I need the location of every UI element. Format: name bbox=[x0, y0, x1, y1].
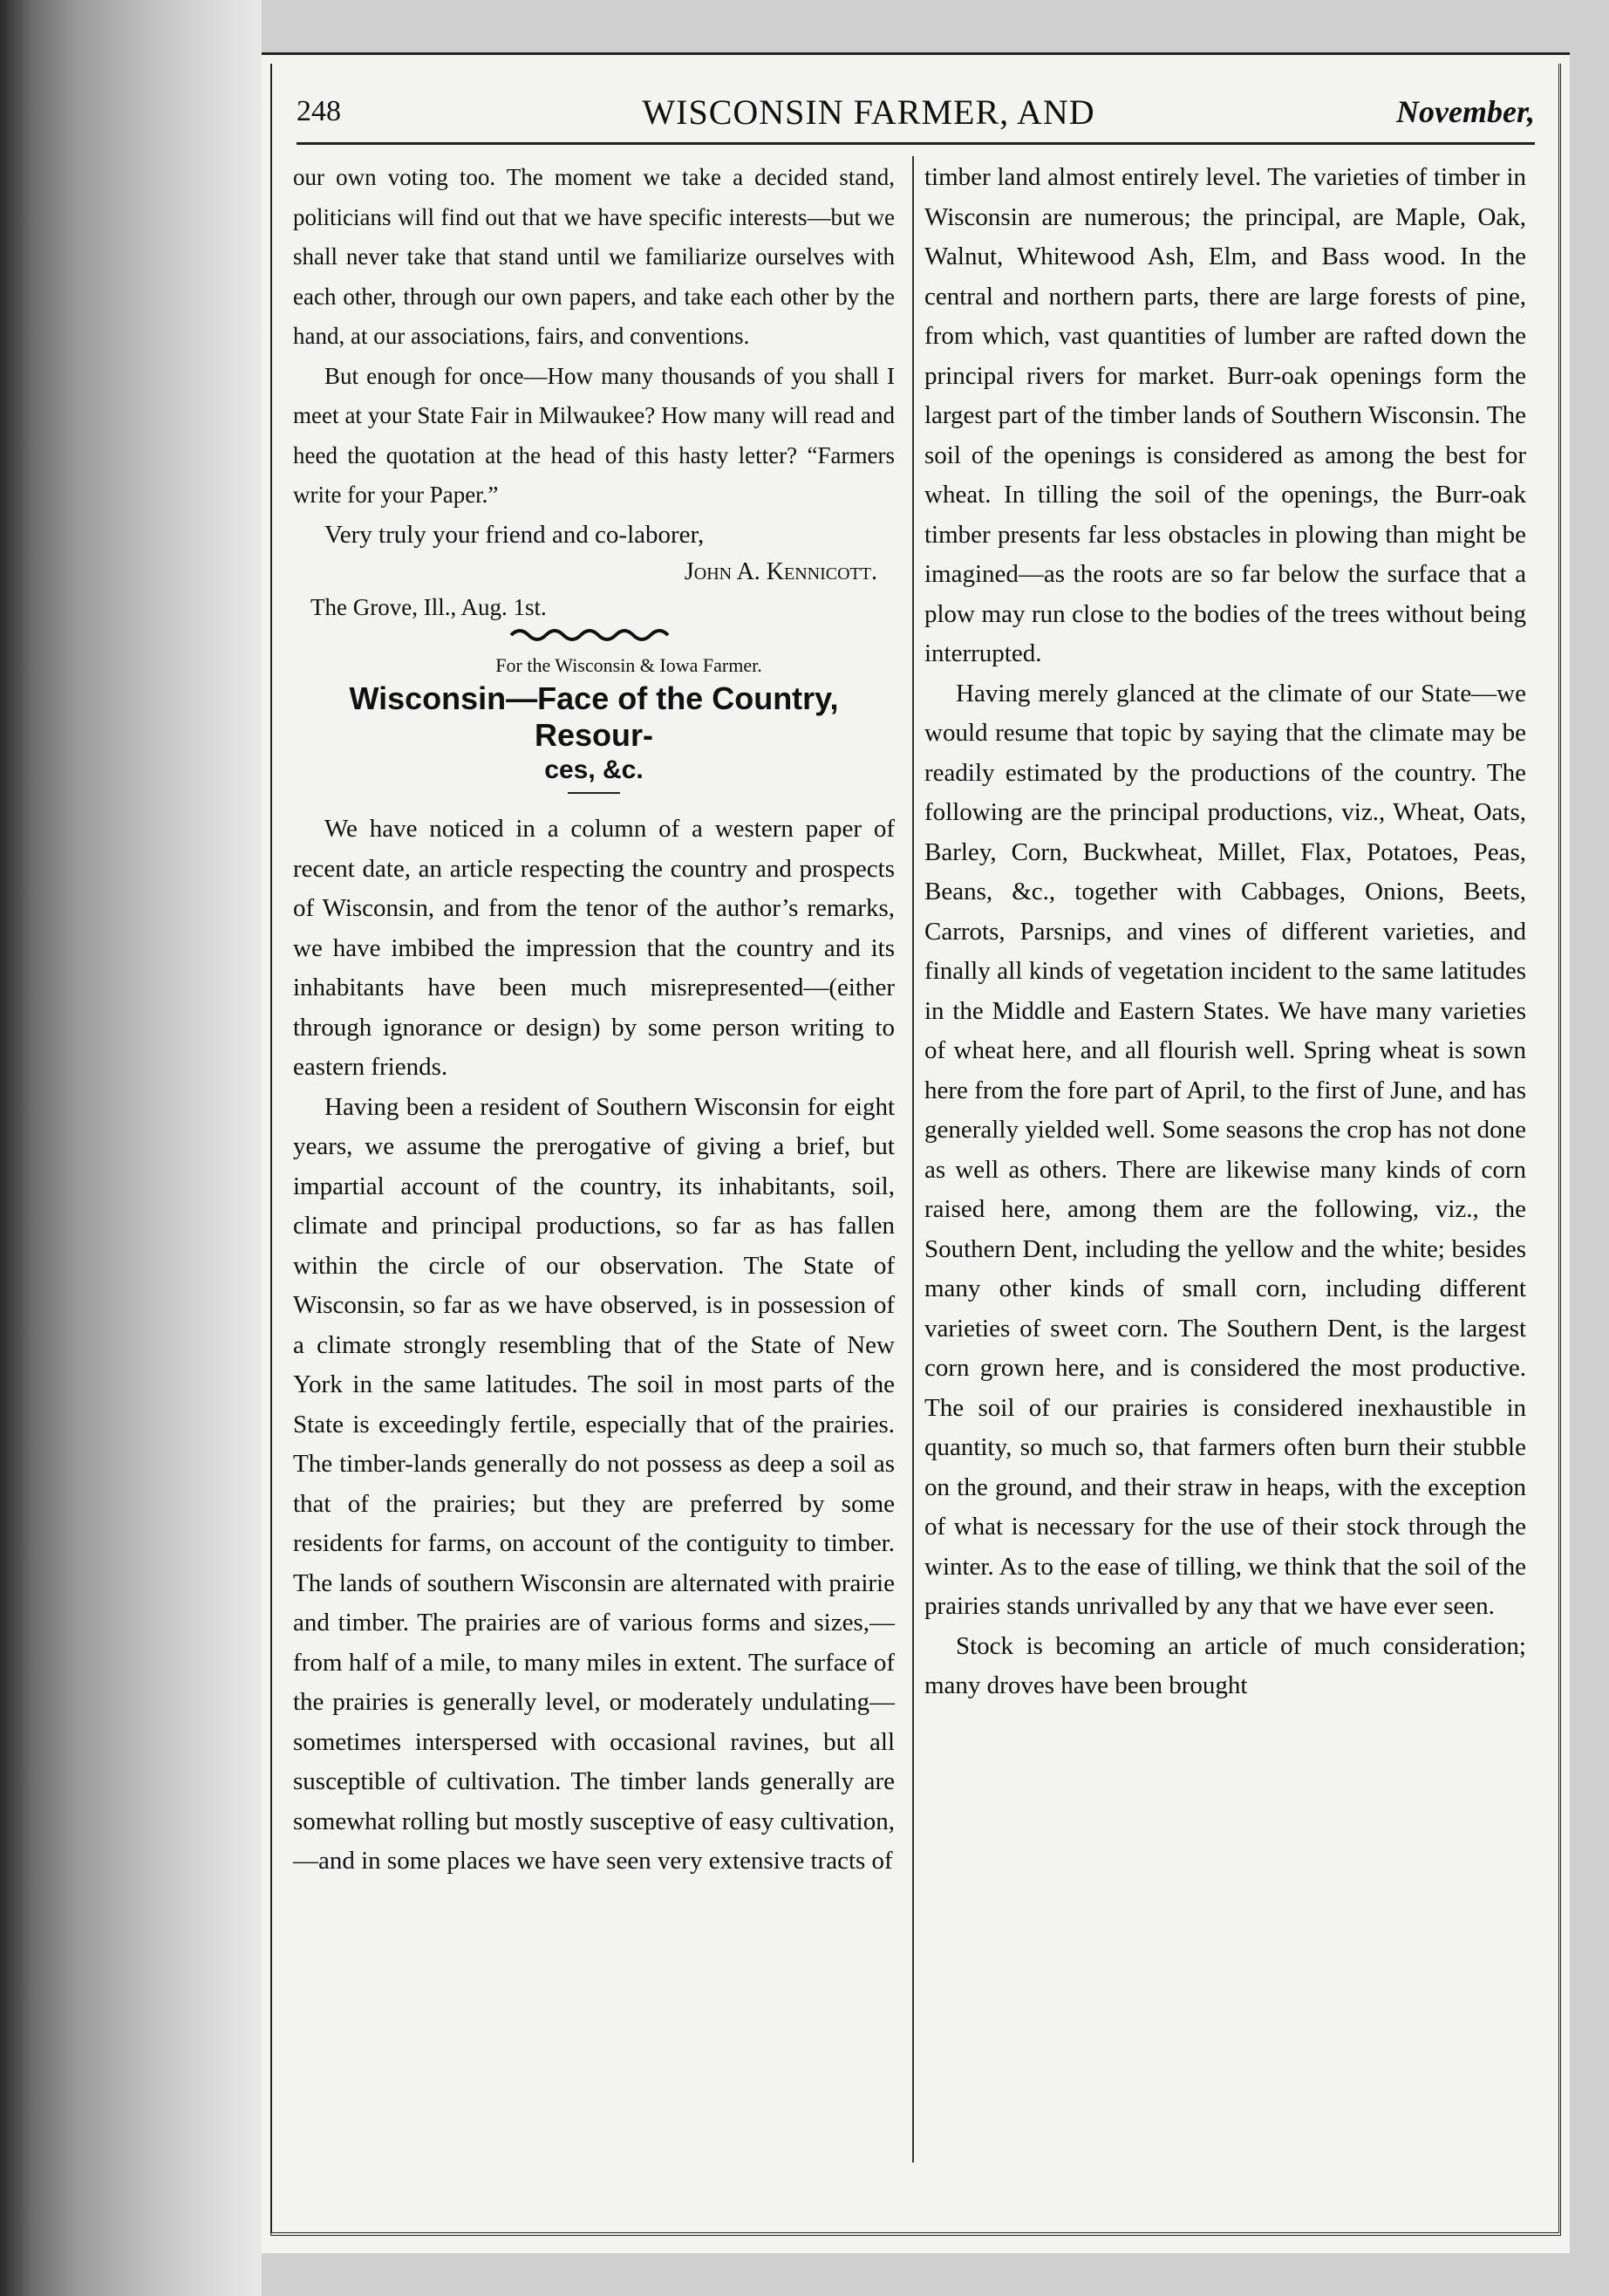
article-headline-continued: ces, &c. bbox=[544, 755, 644, 784]
issue-month: November, bbox=[1396, 94, 1535, 129]
article-paragraph: Stock is becoming an article of much consideration; many droves have been brought bbox=[924, 1631, 1526, 1699]
column-divider bbox=[912, 156, 914, 2163]
article-paragraph: Having merely glanced at the climate of our State—we would resume that topic by saying that the climate may be readily estimated by the productions of the country. The following are the principal productions, viz., Wheat, Oats, Barley, Corn, Buckwheat, Millet, Flax, Potatoes, Peas, Beans, &c., together with Cabbages, Onions, Beets, Carrots, Parsnips, and vines of different varieties, and finally all kinds of vegetation incident to the same latitudes in the Middle and Eastern States. We have many varieties of wheat here, and all flourish well. Spring wheat is sown here from the fore part of April, to the first of June, and has generally yielded well. Some seasons the crop has not done as well as others. There are likewise many kinds of corn raised here, among them are the following, viz., the Southern Dent, including the yellow and the white; besides many other kinds of small corn, including different varieties of sweet corn. The Southern Dent, is the largest corn grown here, and is considered the most productive. The soil of our prairies is considered inexhaustible in quantity, so much so, that farmers often burn their stubble on the ground, and their straw in heaps, with the exception of what is necessary for the use of their stock through the winter. As to the ease of tilling, we think that the soil of the prairies stands unrivalled by any that we have ever seen. bbox=[924, 679, 1526, 1620]
newspaper-page bbox=[262, 52, 1570, 2253]
page-header bbox=[297, 81, 1535, 145]
page-number: 248 bbox=[297, 95, 341, 127]
article-paragraph: We have noticed in a column of a western paper of recent date, an article respecting the country and prospects of Wisconsin, and from the tenor of the author’s remarks, we have imbibed the impression that the country and its inhabitants have been much misrepresented—(either through ignorance or design) by some person writing to eastern friends. bbox=[293, 815, 895, 1081]
letter-paragraph: our own voting too. The moment we take a decided stand, politicians will find out that we have specific interests—but we shall never take that stand until we familiarize ourselves with each other, through our own papers, and take each other by the hand, at our associations, fairs, and conventions. bbox=[293, 164, 895, 349]
article-paragraph: timber land almost entirely level. The varieties of timber in Wisconsin are numerous; the principal, are Maple, Oak, Walnut, Whitewood Ash, Elm, and Bass wood. In the central and northern parts, there are large forests of pine, from which, vast quantities of lumber are rafted down the principal rivers for market. Burr-oak openings form the largest part of the timber lands of Southern Wisconsin. The soil of the openings is considered as among the best for wheat. In tilling the soil of the openings, the Burr-oak timber presents far less obstacles in plowing than might be imagined—as the roots are so far below the surface that a plow may run close to the bodies of the trees without being interrupted. bbox=[924, 163, 1526, 667]
letter-signoff: Very truly your friend and co-laborer, bbox=[324, 520, 705, 549]
right-column bbox=[924, 158, 1526, 1706]
letter-paragraph: But enough for once—How many thousands of you shall I meet at your State Fair in Milwaukee? How many will read and heed the quotation at the head of this hasty letter? “Farmers write for your Paper.” bbox=[293, 362, 895, 508]
left-column bbox=[293, 158, 895, 1882]
article-headline: Wisconsin—Face of the Country, Resour- bbox=[349, 680, 839, 753]
headline-rule bbox=[568, 792, 620, 794]
wavy-separator-ornament bbox=[293, 625, 895, 651]
letter-dateline: The Grove, Ill., Aug. 1st. bbox=[310, 594, 547, 620]
article-attribution: For the Wisconsin & Iowa Farmer. bbox=[495, 654, 762, 676]
letter-signature: John A. Kennicott. bbox=[684, 558, 877, 585]
article-paragraph: Having been a resident of Southern Wisconsin for eight years, we assume the prerogative of giving a brief, but impartial account of the country, its inhabitants, soil, climate and principal productions, so far as has fallen within the circle of our observation. The State of Wisconsin, so far as we have observed, is in possession of a climate strongly resembling that of the State of New York in the same latitudes. The soil in most parts of the State is exceedingly fertile, especially that of the prairies. The timber-lands generally do not possess as deep a soil as that of the prairies; but they are preferred by some residents for farms, on account of the contiguity to timber. The lands of southern Wisconsin are alternated with prairie and timber. The prairies are of various forms and sizes,—from half of a mile, to many miles in extent. The surface of the prairies is generally level, or moderately undulating—sometimes interspersed with occasional ravines, but all susceptible of cultivation. The timber lands generally are somewhat rolling but mostly susceptive of easy cultivation,—and in some places we have seen very extensive tracts of bbox=[293, 1092, 895, 1875]
masthead-title: WISCONSIN FARMER, AND bbox=[642, 92, 1095, 132]
book-binding-edge bbox=[0, 0, 262, 2296]
